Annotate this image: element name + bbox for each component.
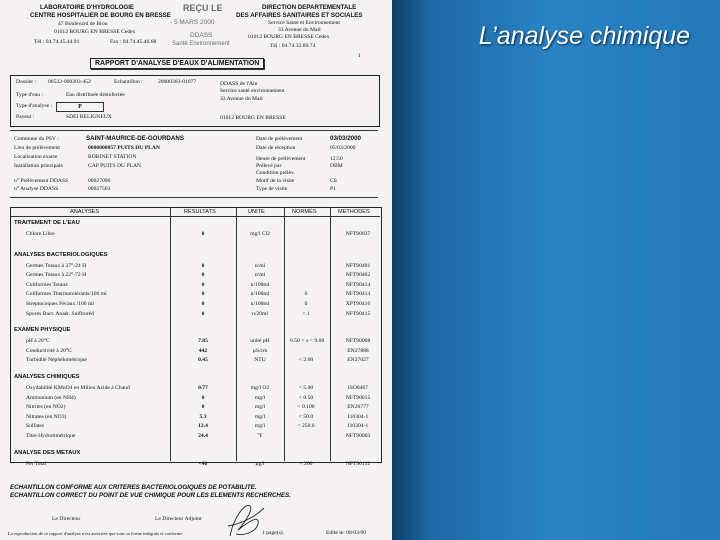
date-recep-label: Date de réception <box>256 145 296 151</box>
analysis-name: Nitrites (en NO2) <box>26 404 66 411</box>
norm: < 1 <box>302 310 310 317</box>
date-prelev-value: 03/03/2000 <box>330 135 361 142</box>
result-value: 0 <box>201 394 205 401</box>
echantillon-label: Echantillon : <box>114 79 143 85</box>
analysis-name: Sulfates <box>26 423 45 430</box>
norm: 0 <box>304 301 308 307</box>
unit: µS/cm <box>252 347 268 354</box>
table-row <box>0 432 392 442</box>
type-visite-label: Type de visite <box>256 186 288 192</box>
result-value: 0 <box>201 281 205 288</box>
analysis-name: Coliformes Totaux <box>26 281 68 288</box>
reproduction-note: La reproduction de ce rapport d'analyse n'est autorisée que sous sa forme intégrale et conforme <box>8 531 183 536</box>
method: NFT90401 <box>345 262 371 269</box>
method: NFT90415 <box>345 310 371 317</box>
num-prelev-value: 00027090 <box>88 178 111 184</box>
table-row <box>0 281 392 291</box>
installation-label: Installation principale <box>14 163 63 169</box>
payeur-label: Payeur : <box>16 114 35 120</box>
lab-phone: Tél : 04.74.45.44.91 <box>34 39 80 45</box>
norm: 6.50 < x < 9.00 <box>290 338 325 345</box>
table-row <box>0 230 392 240</box>
result-value: 0 <box>201 310 205 317</box>
unit: mg/l <box>254 404 266 411</box>
section-title: ANALYSES CHIMIQUES <box>14 374 80 380</box>
col-header-analyses: ANALYSES <box>70 209 100 215</box>
lab-street: 47 Boulevard de Brou <box>58 21 108 27</box>
norm: < 2.00 <box>298 357 314 364</box>
num-prelev-label: n° Prélèvement DDASS <box>14 178 69 184</box>
unit: mg/l <box>254 413 266 420</box>
type-analyse-value: P <box>56 102 104 112</box>
recipient-city: 01012 BOURG EN BRESSE <box>220 115 286 121</box>
type-eau-value: Eau distribuée désinfectée <box>66 92 125 98</box>
table-row <box>0 290 392 300</box>
motif-label: Motif de la visite <box>256 178 295 184</box>
table-row <box>0 384 392 394</box>
method: NFT90112 <box>345 460 371 467</box>
analysis-name: Streptocoques Fécaux /100 ml <box>26 301 94 307</box>
unit: µg/l <box>255 460 265 467</box>
unit: mg/l <box>254 423 266 430</box>
norm: < 50.0 <box>298 413 314 420</box>
table-row <box>0 422 392 432</box>
recipient-line-2: Service santé environnement <box>220 88 285 94</box>
ddass-street: 33 Avenue du Mail <box>278 27 321 33</box>
stamp-service: Santé Environnement <box>172 41 230 47</box>
col-header-methodes: METHODES <box>338 209 370 215</box>
analysis-name: Coliformes Thermotolérants/100 ml <box>26 291 107 298</box>
lieu-value: 0000000057 PUITS DU PLAN <box>88 145 160 151</box>
norm: < 0.100 <box>297 404 315 411</box>
report-title: RAPPORT D'ANALYSE D'EAUX D'ALIMENTATION <box>90 58 264 69</box>
type-visite-value: P1 <box>330 186 336 192</box>
unit: n/100ml <box>250 291 270 298</box>
motif-value: CS <box>330 178 337 184</box>
method: NFT90008 <box>345 338 371 345</box>
method: NFT90003 <box>345 433 371 439</box>
method: XPT90416 <box>345 301 371 307</box>
directeur-label: Le Directeur <box>52 516 81 522</box>
dossier-value: 00532-000303-452 <box>48 79 91 85</box>
method: NFT90015 <box>345 394 371 401</box>
table-row <box>0 356 392 366</box>
analysis-name: Oxydabilité KMnO4 en Milieu Acide à Chaud <box>26 385 130 391</box>
section-title: TRAITEMENT DE L'EAU <box>14 220 80 226</box>
page-count: 1 page(s). <box>262 530 285 536</box>
type-analyse-label: Type d'analyse : <box>16 103 53 109</box>
unit: n/100ml <box>250 301 270 307</box>
lab-city: 01012 BOURG EN BRESSE Cedex <box>54 29 136 35</box>
result-value: 0.77 <box>198 385 208 391</box>
unit: mg/l Cl2 <box>250 231 270 237</box>
ddass-title: DIRECTION DEPARTEMENTALE <box>262 4 357 11</box>
preleve-label: Prélevé par <box>256 163 282 169</box>
slide-title: L’analyse chimique <box>478 22 690 50</box>
lieu-label: Lieu de prélèvement <box>14 145 60 151</box>
result-value: 12.4 <box>198 423 208 430</box>
analysis-name: Germes Totaux à 37°-24 H <box>26 262 87 269</box>
preleve-value: DBM <box>330 163 343 169</box>
page-number: 1 <box>358 53 361 59</box>
analysis-name: Turbidité Néphélométrique <box>26 357 87 364</box>
heure-value: 12:50 <box>330 156 343 162</box>
unit: mg/l O2 <box>250 385 270 391</box>
norm: < 5.00 <box>298 385 314 391</box>
recipient-line-3: 33 Avenue du Mail <box>220 96 263 102</box>
norm: 0 <box>304 291 308 298</box>
norm: < 0.50 <box>298 394 314 401</box>
result-value: 0 <box>201 262 205 269</box>
table-row <box>0 347 392 357</box>
stamp-received: REÇU LE <box>183 3 223 13</box>
col-header-unite: UNITE <box>248 209 265 215</box>
condition-label: Condition prélèv. <box>256 170 295 176</box>
analysis-name: Fer Total <box>26 460 47 467</box>
analysis-name: Conductivité à 20°C <box>26 347 72 354</box>
col-header-resultats: RESULTATS <box>184 209 216 215</box>
analysis-name: Nitrates (en NO3) <box>26 413 67 420</box>
ddass-service: Service Santé et Environnement <box>268 20 340 26</box>
analysis-name: Germes Totaux à 22°-72 H <box>26 272 87 279</box>
commune-label: Commune du PSV : <box>14 136 59 142</box>
ddass-phone: Tél : 04.74.32.80.74 <box>270 43 316 49</box>
ddass-subtitle: DES AFFAIRES SANITAIRES ET SOCIALES <box>236 12 363 19</box>
info-bottom-rule <box>10 197 378 198</box>
method: EN27888 <box>347 347 369 354</box>
stamp-ddass: DDASS <box>190 32 213 39</box>
ddass-city: 01012 BOURG EN BRESSE Cedex <box>248 34 330 40</box>
method: I10304-1 <box>347 413 369 420</box>
method: EN27027 <box>347 357 369 364</box>
method: EN26777 <box>347 404 369 411</box>
hospital-name: CENTRE HOSPITALIER DE BOURG EN BRESSE <box>30 12 171 19</box>
adjoint-label: Le Directeur Adjoint <box>155 516 202 522</box>
info-top-rule <box>10 130 378 131</box>
unit: unité pH <box>250 338 270 345</box>
analysis-name: Ammonium (en NH4) <box>26 394 76 401</box>
unit: n/20ml <box>252 310 268 317</box>
lab-fax: Fax : 04.74.45.46.68 <box>110 39 157 45</box>
method: NFT90037 <box>345 231 371 237</box>
result-value: 24.4 <box>198 433 208 439</box>
stamp-date: - 5 MARS 2000 <box>170 19 215 26</box>
result-value: 0.45 <box>198 357 208 364</box>
localisation-value: ROBINET STATION <box>88 154 137 160</box>
result-value: 7.85 <box>198 338 208 345</box>
localisation-label: Localisation exacte <box>14 154 58 160</box>
table-row <box>0 310 392 320</box>
edit-date: Edité le: 08/03/00 <box>326 530 367 536</box>
result-value: 0 <box>201 301 205 307</box>
norm: < 250.0 <box>297 423 315 430</box>
result-value: 0 <box>201 231 205 237</box>
method: NFT90414 <box>345 291 371 298</box>
unit: n/ml <box>254 272 266 279</box>
table-row <box>0 394 392 404</box>
result-value: 442 <box>198 347 208 354</box>
table-row <box>0 271 392 281</box>
method: I10304-1 <box>347 423 369 430</box>
col-header-normes: NORMES <box>292 209 317 215</box>
unit: n/100ml <box>250 281 270 288</box>
unit: mg/l <box>254 394 266 401</box>
table-header-rule <box>10 216 380 217</box>
installation-value: CAP PUITS DU PLAN <box>88 163 142 169</box>
table-row <box>0 403 392 413</box>
date-recep-value: 05/03/2000 <box>330 145 356 151</box>
unit: n/ml <box>254 262 266 269</box>
unit: °F <box>257 433 263 439</box>
num-analyse-label: n° Analyse DDASS <box>14 186 59 192</box>
method: NFT90402 <box>345 272 371 279</box>
table-row <box>0 300 392 310</box>
slide-panel <box>392 0 720 540</box>
analysis-name: pH à 20°C <box>26 338 50 345</box>
type-eau-label: Type d'eau : <box>16 92 44 98</box>
section-title: ANALYSES BACTERIOLOGIQUES <box>14 251 108 258</box>
conclusion-bacterio: ECHANTILLON CONFORME AUX CRITERES BACTERIOLOGIQUES DE POTABILITE. <box>10 484 257 491</box>
section-title: EXAMEN PHYSIQUE <box>14 327 71 334</box>
analysis-name: Titre Hydrotimétrique <box>26 433 76 439</box>
table-row <box>0 460 392 470</box>
method: NFT90414 <box>345 281 371 288</box>
echantillon-value: 20000303-01077 <box>158 79 197 85</box>
date-prelev-label: Date de prélèvement <box>256 136 303 142</box>
method: ISO8467 <box>347 385 369 391</box>
commune-value: SAINT-MAURICE-DE-GOURDANS <box>86 135 184 142</box>
result-value: <40 <box>198 460 208 467</box>
table-row <box>0 337 392 347</box>
result-value: 0 <box>201 291 205 298</box>
result-value: 5.3 <box>199 413 207 420</box>
recipient-line-1: DDASS de l'Ain <box>220 81 258 87</box>
section-title: ANALYSE DES METAUX <box>14 449 81 456</box>
heure-label: Heure de prélèvement <box>256 156 306 162</box>
result-value: 0 <box>201 272 205 279</box>
conclusion-chemical: ECHANTILLON CORRECT DU POINT DE VUE CHIMIQUE POUR LES ELEMENTS RECHERCHES. <box>10 492 291 499</box>
unit: NTU <box>254 357 266 364</box>
num-analyse-value: 00027563 <box>88 186 111 192</box>
payeur-value: SDEI BELIGNEUX <box>66 114 112 120</box>
table-row <box>0 262 392 272</box>
norm: < 200 <box>299 460 313 467</box>
dossier-label: Dossier : <box>16 79 37 85</box>
analysis-name: Spores Bact. Anaér. Sulfitoréd <box>26 310 94 317</box>
lab-name: LABORATOIRE D'HYDROLOGIE <box>40 4 135 11</box>
result-value: 0 <box>201 404 205 411</box>
table-row <box>0 413 392 423</box>
analysis-name: Chlore Libre <box>26 231 55 237</box>
